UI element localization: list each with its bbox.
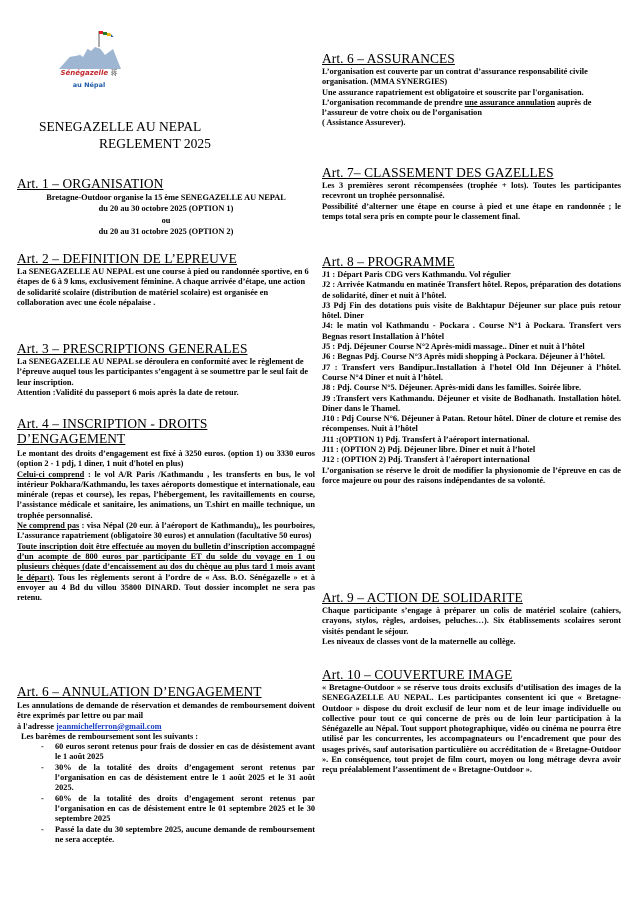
program-day: J8 : Pdj. Course N°5. Déjeuner. Après-midi dans les familles. Soirée libre. bbox=[322, 383, 582, 393]
program-day: J9 :Transfert vers Kathmandu. Déjeuner et visite de Bodhanath. Installation hôtel. Diner dans le Thamel. bbox=[322, 393, 621, 413]
article-6-assurances bbox=[322, 51, 621, 129]
article-6b-p1: L’organisation est couverte par un contrat d’assurance responsabilité civile organisation. (MMA SYNERGIES) bbox=[322, 67, 588, 87]
article-3-attention: Attention :Validité du passeport 6 mois après la date de retour. bbox=[17, 387, 239, 397]
article-4-inscription bbox=[17, 542, 315, 604]
program-day: J7 : Transfert vers Bandipur..Installation à l'hotel Old Inn Déjeuner à l’hôtel. Course N°4 Diner et nuit à l’hôtel. bbox=[322, 362, 621, 382]
inscription-underlined: Toute inscription doit être effectuée au moyen du bulletin d’inscription accompagné d’un acompte de 800 euros par participante ET du solde du voyage en 1 ou plusieurs chèques (date d’encaissement au dos du chèque au plus tard 1 mois avant le départ) bbox=[17, 541, 315, 582]
article-9-p1: Chaque participante s’engage à préparer un colis de matériel scolaire (cahiers, crayons, stylos, règles, ardoises, peluches…). Six établissements scolaires seront visités pendant le séjour. bbox=[322, 606, 621, 636]
assurance-annulation-underlined: une assurance annulation bbox=[464, 97, 555, 107]
compris-label: Celui-ci comprend bbox=[17, 469, 85, 479]
article-1-heading: Art. 1 – ORGANISATION bbox=[17, 176, 164, 191]
non-compris-text: : visa Népal (20 eur. à l’aéroport de Kathmandu),, les pourboires, L’assurance rapatriement (obligatoire 30 euros) et annulation (facultative 50 euros) bbox=[17, 521, 315, 541]
mountain-logo-icon bbox=[55, 25, 123, 103]
article-4-heading: Art. 4 – INSCRIPTION - DROITS D’ENGAGEMENT bbox=[17, 416, 208, 446]
article-4 bbox=[17, 416, 315, 603]
address-prefix: à l'adresse bbox=[17, 721, 57, 731]
email-link[interactable]: jeanmichelferron@gmail.com bbox=[56, 721, 162, 731]
article-6a-text: Les annulations de demande de réservation et demandes de remboursement doivent être exprimés par lettre ou par mail bbox=[17, 701, 315, 721]
refund-item: - 60 euros seront retenus pour frais de dossier en cas de désistement avant le 1 août 2025 bbox=[41, 742, 315, 763]
program-day: J3 Pdj Fin des dotations puis visite de Bakhtapur Déjeuner sur place puis retour hôtel. Diner bbox=[322, 300, 621, 321]
article-6b-p3 bbox=[322, 98, 621, 119]
refund-item: - Passé la date du 30 septembre 2025, aucune demande de remboursement ne sera acceptée. bbox=[41, 825, 315, 846]
article-7 bbox=[322, 165, 621, 222]
article-1-line-4: du 20 au 31 octobre 2025 (OPTION 2) bbox=[98, 226, 234, 236]
article-3-heading: Art. 3 – PRESCRIPTIONS GENERALES bbox=[17, 341, 248, 356]
article-10 bbox=[322, 667, 621, 776]
program-day: J2 : Arrivée Katmandu en matinée Transfert hôtel. Repos, préparation des dotations de solidarité, dîner et nuit à l’hôtel. bbox=[322, 280, 621, 300]
article-1-line-3: ou bbox=[161, 215, 171, 225]
article-9 bbox=[322, 590, 621, 647]
inscription-rest: . Tous les règlements seront à l’ordre de « Ass. B.O. Sénégazelle » et à envoyer au 4 Bd du villou 35800 DINARD. Tout dossier incomplet ne sera pas retenu. bbox=[17, 572, 315, 603]
program-day: J1 : Départ Paris CDG vers Kathmandu. Vol régulier bbox=[322, 270, 511, 279]
non-compris-label: Ne comprend pas bbox=[17, 521, 80, 531]
article-9-p2: Les niveaux de classes vont de la maternelle au collège. bbox=[322, 636, 516, 646]
program-day: J11 :(OPTION 1) Pdj. Transfert à l’aéroport international. bbox=[322, 434, 530, 444]
logo-text-1: Sénégazelle bbox=[60, 69, 109, 77]
article-10-p1: « Bretagne-Outdoor » se réserve tous droits exclusifs d’utilisation des images de la SENEGAZELLE AU NEPAL. Les participantes consentent ici que « Bretagne-Outdoor » dispose du droit exclusif de leur nom et de leur image individuelle ou collective pour tout ce qui concerne de près ou de loin leur participation à la Sénégazelle au Népal. Tout support photographique, vidéo ou cinéma ne pourra être utilisé par les concurrentes, les accompagnateurs ou l’encadrement que pour des usages privés, sauf autorisation particulière ou accréditation de « Bretagne-Outdoor ». En conséquence, tout projet de film court, moyen ou long métrage devra avoir reçu préalablement l’assentiment de « Bretagne-Outdoor ». bbox=[322, 683, 621, 775]
article-7-p1: Les 3 premières seront récompensées (trophée + lots). Toutes les participantes recevront un trophée personnalisé. bbox=[322, 181, 621, 201]
article-8 bbox=[322, 254, 621, 486]
program-day: J10 : Pdj Course N°6. Déjeuner à Patan. Retour hôtel. Dîner de cloture et remise des récompenses. Nuit à l’hôtel bbox=[322, 414, 621, 434]
program-list bbox=[322, 270, 621, 466]
article-6b-p2: Une assurance rapatriement est obligatoire et souscrite par l'organisation. bbox=[322, 87, 584, 97]
article-3-text: La SENEGAZELLE AU NEPAL se déroulera en conformité avec le règlement de l’épreuve auquel tous les participantes s’engagent à se soumettre par le seul fait de leur inscription. bbox=[17, 357, 309, 387]
article-6a-bareme: Les barèmes de remboursement sont les suivants : bbox=[21, 731, 199, 741]
article-6b-heading: Art. 6 – ASSURANCES bbox=[322, 51, 455, 66]
article-7-p2: Possibilité d’alterner une étape en course à pied et une étape en randonnée ; le temps total sera pris en compte pour le classement final. bbox=[322, 201, 621, 221]
senegazelle-logo bbox=[55, 25, 123, 103]
compris-text: : le vol A/R Paris /Kathmandu , les transferts en bus, le vol intérieur Pokhara/Kathmandu, les taxes aéroports domestique et internationale, eau minérale (repas et course), les repas, l’hébergement, les ravitaillements en course, l’assistance médicale et sanitaire, les animations, un T.shirt en maille technique, un trophée personnalisé. bbox=[17, 469, 315, 520]
article-4-compris bbox=[17, 470, 315, 521]
program-day: J12 : (OPTION 2) Pdj. Transfert à l'aéroport international bbox=[322, 455, 530, 465]
article-2 bbox=[17, 251, 315, 308]
article-9-heading: Art. 9 – ACTION DE SOLIDARITE bbox=[322, 590, 523, 605]
article-2-heading: Art. 2 – DEFINITION DE L’EPREUVE bbox=[17, 251, 237, 266]
article-1-line-1: Bretagne-Outdoor organise la 15 ème SENEGAZELLE AU NEPAL bbox=[46, 193, 286, 202]
program-day: J11 : (OPTION 2) Pdj. Déjeuner libre. Diner et nuit à l’hotel bbox=[322, 445, 536, 455]
article-6a-heading: Art. 6 – ANNULATION D’ENGAGEMENT bbox=[17, 684, 262, 699]
title-block bbox=[17, 118, 315, 153]
article-6b-p4: ( Assistance Assurever). bbox=[322, 118, 406, 128]
article-4-price: Le montant des droits d’engagement est fixé à 3250 euros. (option 1) ou 3330 euros (option 2 - 1 pdj, 1 diner, 1 nuit d'hotel en plus) bbox=[17, 449, 315, 469]
article-10-heading: Art. 10 – COUVERTURE IMAGE bbox=[322, 667, 513, 682]
assurance-text-b: auprès de l’assureur de votre choix ou de l’organisation bbox=[322, 97, 592, 118]
article-8-heading: Art. 8 – PROGRAMME bbox=[322, 254, 455, 269]
assurance-text-a: L’organisation recommande de prendre bbox=[322, 97, 465, 107]
article-6a-address bbox=[17, 722, 315, 732]
article-2-text: La SENEGAZELLE AU NEPAL est une course à pied ou randonnée sportive, en 6 étapes de 6 à 9 kms, exclusivement féminine. A chaque arrivée d’étape, une action de solidarité scolaire (distribution de matériel scolaire) est organisée en collaboration avec une école népalaise . bbox=[17, 267, 309, 307]
refund-item: - 30% de la totalité des droits d’engagement seront retenus par l’organisation en cas de désistement entre le 1 août 2025 et le 31 août 2025. bbox=[41, 763, 315, 794]
article-7-heading: Art. 7– CLASSEMENT DES GAZELLES bbox=[322, 165, 554, 180]
article-1 bbox=[17, 176, 315, 237]
article-8-closing: L’organisation se réserve le droit de modifier la physionomie de l’épreuve en cas de force majeure ou pour des raisons indépendantes de sa volonté. bbox=[322, 465, 621, 485]
document-subtitle: REGLEMENT 2025 bbox=[99, 136, 211, 151]
refund-list bbox=[17, 742, 315, 845]
program-day: J6 : Begnas Pdj. Course N°3 Après midi shopping à Pockara. Déjeuner à l’hôtel. bbox=[322, 352, 605, 362]
article-6-annulation bbox=[17, 684, 315, 845]
program-day: J5 : Pdj. Déjeuner Course N°2 Après-midi massage.. Dîner et nuit à l’hôtel bbox=[322, 342, 585, 352]
article-1-line-2: du 20 au 30 octobre 2025 (OPTION 1) bbox=[98, 204, 234, 214]
article-3 bbox=[17, 341, 315, 398]
logo-glyph: 蒋 bbox=[110, 69, 118, 77]
document-title: SENEGAZELLE AU NEPAL bbox=[39, 119, 202, 134]
logo-text-2: au Népal bbox=[72, 81, 106, 89]
refund-item: - 60% de la totalité des droits d’engagement seront retenus par l’organisation en cas de désistement entre le 01 septembre 2025 et le 30 septembre 2025 bbox=[41, 794, 315, 825]
program-day: J4: le matin vol Kathmandu - Pockara . Course N°1 à Pockara. Transfert vers Begnas resort Installation à l’hôtel bbox=[322, 321, 621, 341]
article-4-non-compris bbox=[17, 521, 315, 542]
